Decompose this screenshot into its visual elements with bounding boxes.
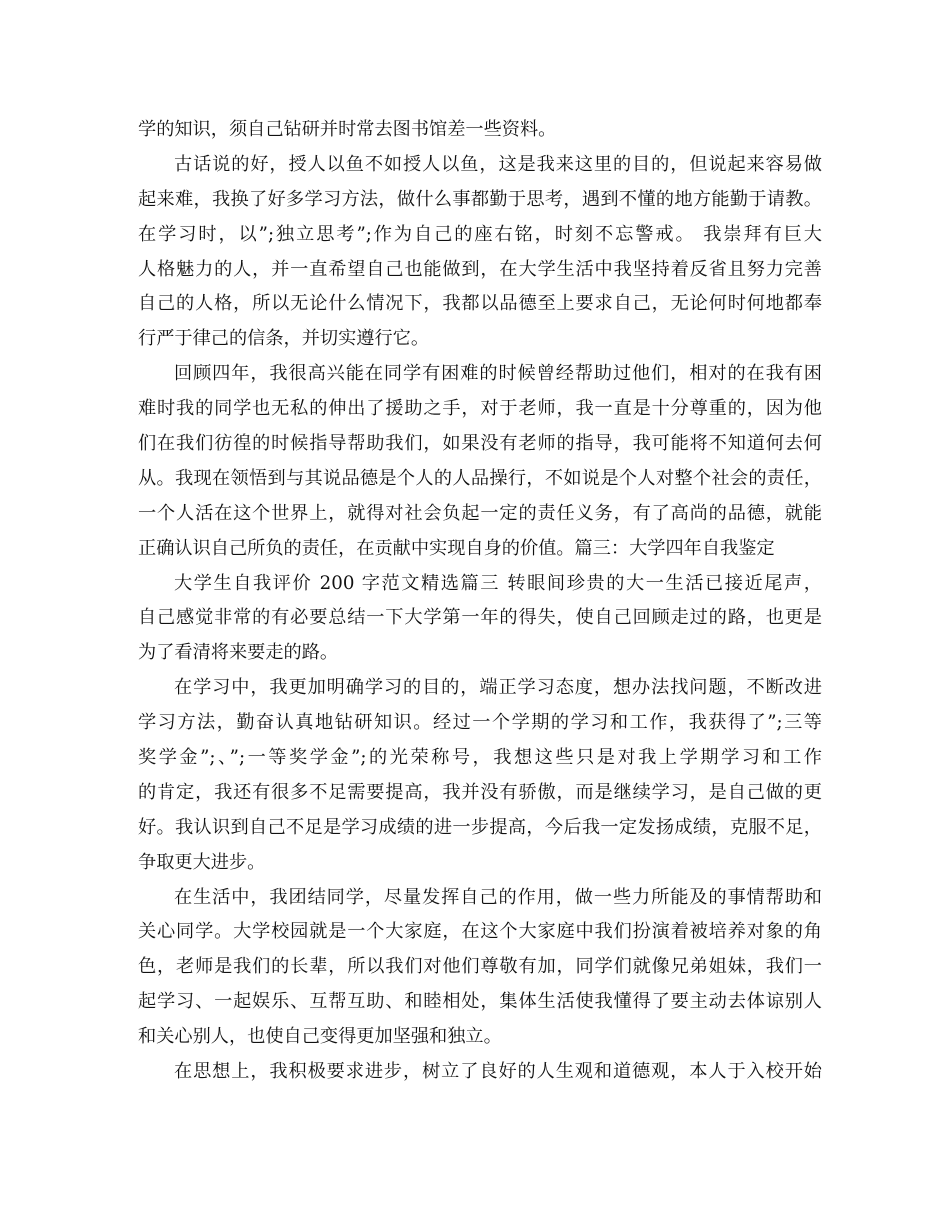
text-line: 起来难，我换了好多学习方法，做什么事都勤于思考，遇到不懂的地方能勤于请教。 — [138, 188, 822, 210]
text-line: 关心同学。大学校园就是一个大家庭，在这个大家庭中我们扮演着被培养对象的角 — [138, 921, 822, 943]
text-line: 色，老师是我们的长辈，所以我们对他们尊敬有加，同学们就像兄弟姐妹，我们一 — [138, 956, 822, 978]
text-line: 难时我的同学也无私的伸出了援助之手，对于老师，我一直是十分尊重的，因为他 — [138, 398, 822, 420]
text-line: 在学习中，我更加明确学习的目的，端正学习态度，想办法找问题，不断改进 — [174, 677, 822, 699]
text-line: 争取更大进步。 — [138, 851, 266, 873]
text-line: 回顾四年，我很高兴能在同学有困难的时候曾经帮助过他们，相对的在我有困 — [174, 363, 822, 385]
text-line: 古话说的好，授人以鱼不如授人以鱼，这是我来这里的目的，但说起来容易做 — [174, 153, 822, 175]
text-line: 自己的人格，所以无论什么情况下，我都以品德至上要求自己，无论何时何地都奉 — [138, 293, 822, 315]
text-line: 一个人活在这个世界上，就得对社会负起一定的责任义务，有了高尚的品德，就能 — [138, 502, 822, 524]
text-line: 自己感觉非常的有必要总结一下大学第一年的得失，使自己回顾走过的路，也更是 — [138, 607, 822, 629]
document-page — [138, 113, 822, 1090]
text-line: 们在我们彷徨的时候指导帮助我们，如果没有老师的指导，我可能将不知道何去何 — [138, 433, 822, 455]
text-line: 起学习、一起娱乐、互帮互助、和睦相处，集体生活使我懂得了要主动去体谅别人 — [138, 991, 822, 1013]
text-line: 奖学金”;、”;一等奖学金”;的光荣称号，我想这些只是对我上学期学习和工作 — [138, 747, 822, 769]
text-line: 从。我现在领悟到与其说品德是个人的人品操行，不如说是个人对整个社会的责任， — [138, 467, 822, 489]
text-line: 学习方法，勤奋认真地钻研知识。经过一个学期的学习和工作，我获得了”;三等 — [138, 712, 822, 734]
text-line: 和关心别人，也使自己变得更加坚强和独立。 — [138, 1026, 502, 1048]
text-line: 学的知识，须自己钻研并时常去图书馆差一些资料。 — [138, 119, 557, 140]
text-line: 在思想上，我积极要求进步，树立了良好的人生观和道德观，本人于入校开始 — [174, 1061, 822, 1083]
text-line: 好。我认识到自己不足是学习成绩的进一步提高，今后我一定发扬成绩，克服不足， — [138, 816, 822, 838]
text-line: 为了看清将来要走的路。 — [138, 642, 339, 664]
text-line: 在学习时，以”;独立思考”;作为自己的座右铭，时刻不忘警戒。 我崇拜有巨大 — [138, 223, 822, 245]
text-line: 的肯定，我还有很多不足需要提高，我并没有骄傲，而是继续学习，是自己做的更 — [138, 781, 822, 803]
text-line: 大学生自我评价 200 字范文精选篇三 转眼间珍贵的大一生活已接近尾声， — [174, 572, 822, 594]
text-line: 行严于律己的信条，并切实遵行它。 — [138, 328, 430, 350]
text-line: 正确认识自己所负的责任，在贡献中实现自身的价值。篇三：大学四年自我鉴定 — [138, 537, 775, 559]
text-line: 在生活中，我团结同学，尽量发挥自己的作用，做一些力所能及的事情帮助和 — [174, 886, 822, 908]
text-line: 人格魅力的人，并一直希望自己也能做到，在大学生活中我坚持着反省且努力完善 — [138, 258, 822, 280]
